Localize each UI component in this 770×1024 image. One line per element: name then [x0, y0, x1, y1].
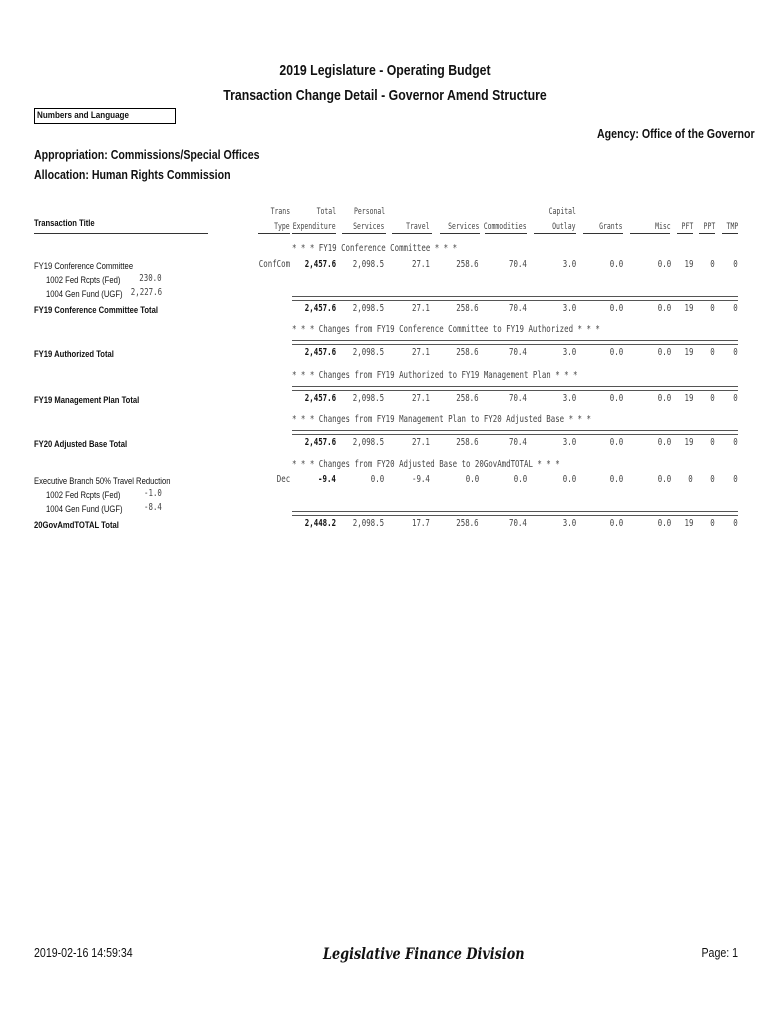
cell-pft: 19 [684, 259, 693, 270]
total-rule [292, 340, 738, 345]
cell-personal: 2,098.5 [352, 303, 384, 314]
col-services: Services [447, 222, 479, 232]
col-underline [292, 233, 336, 234]
allocation-label: Allocation: Human Rights Commission [34, 168, 231, 182]
fund-amount: 230.0 [139, 273, 162, 284]
footer-page-number: Page: 1 [701, 946, 738, 960]
cell-total: 2,457.6 [304, 303, 336, 314]
footer-timestamp: 2019-02-16 14:59:34 [34, 946, 133, 960]
numbers-language-box [34, 108, 176, 124]
col-underline [258, 233, 290, 234]
col-trans-2: Type [274, 222, 290, 232]
cell-grants: 0.0 [609, 393, 623, 404]
cell-misc: 0.0 [657, 437, 671, 448]
col-trans-1: Trans [270, 207, 290, 217]
cell-capital: 3.0 [562, 518, 576, 529]
section-header: * * * Changes from FY20 Adjusted Base to 20GovAmdTOTAL * * * [292, 459, 560, 470]
report-title: 2019 Legislature - Operating Budget [279, 62, 491, 79]
cell-pft: 19 [684, 518, 693, 529]
report-subtitle: Transaction Change Detail - Governor Amend Structure [223, 87, 547, 104]
total-title: FY19 Authorized Total [34, 349, 114, 359]
cell-grants: 0.0 [609, 474, 623, 485]
cell-capital: 3.0 [562, 437, 576, 448]
cell-capital: 3.0 [562, 259, 576, 270]
cell-services: 258.6 [456, 437, 479, 448]
cell-travel: 27.1 [412, 347, 430, 358]
cell-pft: 19 [684, 393, 693, 404]
cell-capital: 3.0 [562, 347, 576, 358]
cell-commodities: 70.4 [509, 303, 527, 314]
col-commodities: Commodities [484, 222, 527, 232]
cell-pft: 19 [684, 437, 693, 448]
fund-source: 1004 Gen Fund (UGF) [46, 289, 123, 299]
cell-personal: 2,098.5 [352, 259, 384, 270]
section-header: * * * Changes from FY19 Management Plan to FY20 Adjusted Base * * * [292, 414, 591, 425]
cell-capital: 3.0 [562, 303, 576, 314]
cell-misc: 0.0 [657, 474, 671, 485]
cell-pft: 19 [684, 347, 693, 358]
cell-services: 258.6 [456, 518, 479, 529]
col-underline [440, 233, 480, 234]
col-underline [485, 233, 527, 234]
cell-services: 258.6 [456, 259, 479, 270]
cell-commodities: 70.4 [509, 437, 527, 448]
col-underline [677, 233, 693, 234]
cell-ppt: 0 [710, 259, 715, 270]
cell-travel: 27.1 [412, 303, 430, 314]
cell-personal: 2,098.5 [352, 393, 384, 404]
trans-type: Dec [276, 474, 290, 485]
cell-ppt: 0 [710, 347, 715, 358]
cell-grants: 0.0 [609, 347, 623, 358]
cell-grants: 0.0 [609, 437, 623, 448]
cell-misc: 0.0 [657, 393, 671, 404]
col-ppt: PPT [703, 222, 715, 232]
fund-source: 1002 Fed Rcpts (Fed) [46, 490, 121, 500]
cell-pft: 19 [684, 303, 693, 314]
total-title: 20GovAmdTOTAL Total [34, 520, 119, 530]
total-rule [292, 511, 738, 516]
cell-commodities: 0.0 [513, 474, 527, 485]
cell-grants: 0.0 [609, 259, 623, 270]
agency-label: Agency: Office of the Governor [597, 127, 755, 141]
cell-tmp: 0 [733, 393, 738, 404]
footer-division: Legislative Finance Division [323, 944, 525, 963]
cell-ppt: 0 [710, 303, 715, 314]
cell-misc: 0.0 [657, 518, 671, 529]
col-capital-2: Outlay [552, 222, 576, 232]
col-travel: Travel [406, 222, 430, 232]
cell-total: 2,457.6 [304, 259, 336, 270]
col-underline [534, 233, 576, 234]
cell-tmp: 0 [733, 518, 738, 529]
col-capital-1: Capital [548, 207, 576, 217]
col-underline [342, 233, 386, 234]
numbers-language-label: Numbers and Language [37, 110, 129, 121]
cell-personal: 2,098.5 [352, 347, 384, 358]
cell-travel: 27.1 [412, 437, 430, 448]
col-pft: PFT [681, 222, 693, 232]
cell-ppt: 0 [710, 518, 715, 529]
cell-pft: 0 [688, 474, 693, 485]
col-personal-2: Services [352, 222, 384, 232]
cell-total: 2,457.6 [304, 437, 336, 448]
col-underline [392, 233, 432, 234]
col-underline [34, 233, 208, 234]
col-transaction-title: Transaction Title [34, 218, 95, 228]
cell-total: 2,448.2 [304, 518, 336, 529]
cell-grants: 0.0 [609, 303, 623, 314]
cell-total: -9.4 [318, 474, 336, 485]
cell-total: 2,457.6 [304, 347, 336, 358]
section-header: * * * Changes from FY19 Authorized to FY19 Management Plan * * * [292, 370, 578, 381]
cell-travel: 27.1 [412, 259, 430, 270]
cell-misc: 0.0 [657, 303, 671, 314]
col-underline [722, 233, 738, 234]
total-title: FY20 Adjusted Base Total [34, 439, 128, 449]
total-rule [292, 430, 738, 435]
cell-commodities: 70.4 [509, 347, 527, 358]
cell-total: 2,457.6 [304, 393, 336, 404]
col-total-1: Total [316, 207, 336, 217]
total-rule [292, 386, 738, 391]
cell-capital: 3.0 [562, 393, 576, 404]
total-title: FY19 Conference Committee Total [34, 305, 158, 315]
cell-services: 258.6 [456, 303, 479, 314]
col-misc: Misc [655, 222, 671, 232]
col-personal-1: Personal [354, 207, 386, 217]
cell-ppt: 0 [710, 474, 715, 485]
cell-personal: 0.0 [370, 474, 384, 485]
cell-travel: 27.1 [412, 393, 430, 404]
fund-amount: -1.0 [144, 488, 162, 499]
cell-services: 258.6 [456, 347, 479, 358]
col-grants: Grants [599, 222, 623, 232]
col-underline [583, 233, 623, 234]
cell-travel: 17.7 [412, 518, 430, 529]
cell-tmp: 0 [733, 474, 738, 485]
appropriation-label: Appropriation: Commissions/Special Offices [34, 148, 260, 162]
cell-ppt: 0 [710, 393, 715, 404]
cell-commodities: 70.4 [509, 393, 527, 404]
cell-services: 258.6 [456, 393, 479, 404]
fund-amount: 2,227.6 [130, 287, 162, 298]
cell-travel: -9.4 [412, 474, 430, 485]
cell-tmp: 0 [733, 259, 738, 270]
cell-tmp: 0 [733, 347, 738, 358]
cell-misc: 0.0 [657, 347, 671, 358]
total-rule [292, 296, 738, 301]
cell-personal: 2,098.5 [352, 518, 384, 529]
col-tmp: TMP [726, 222, 738, 232]
section-header: * * * FY19 Conference Committee * * * [292, 243, 458, 254]
cell-tmp: 0 [733, 303, 738, 314]
col-total-2: Expenditure [293, 222, 336, 232]
cell-tmp: 0 [733, 437, 738, 448]
cell-misc: 0.0 [657, 259, 671, 270]
fund-source: 1002 Fed Rcpts (Fed) [46, 275, 121, 285]
trans-type: ConfCom [258, 259, 290, 270]
col-underline [699, 233, 715, 234]
transaction-title: Executive Branch 50% Travel Reduction [34, 476, 171, 486]
col-underline [630, 233, 670, 234]
cell-commodities: 70.4 [509, 259, 527, 270]
total-title: FY19 Management Plan Total [34, 395, 140, 405]
fund-amount: -8.4 [144, 502, 162, 513]
cell-commodities: 70.4 [509, 518, 527, 529]
cell-services: 0.0 [465, 474, 479, 485]
transaction-title: FY19 Conference Committee [34, 261, 134, 271]
section-header: * * * Changes from FY19 Conference Committee to FY19 Authorized * * * [292, 324, 600, 335]
fund-source: 1004 Gen Fund (UGF) [46, 504, 123, 514]
cell-capital: 0.0 [562, 474, 576, 485]
cell-ppt: 0 [710, 437, 715, 448]
cell-grants: 0.0 [609, 518, 623, 529]
cell-personal: 2,098.5 [352, 437, 384, 448]
